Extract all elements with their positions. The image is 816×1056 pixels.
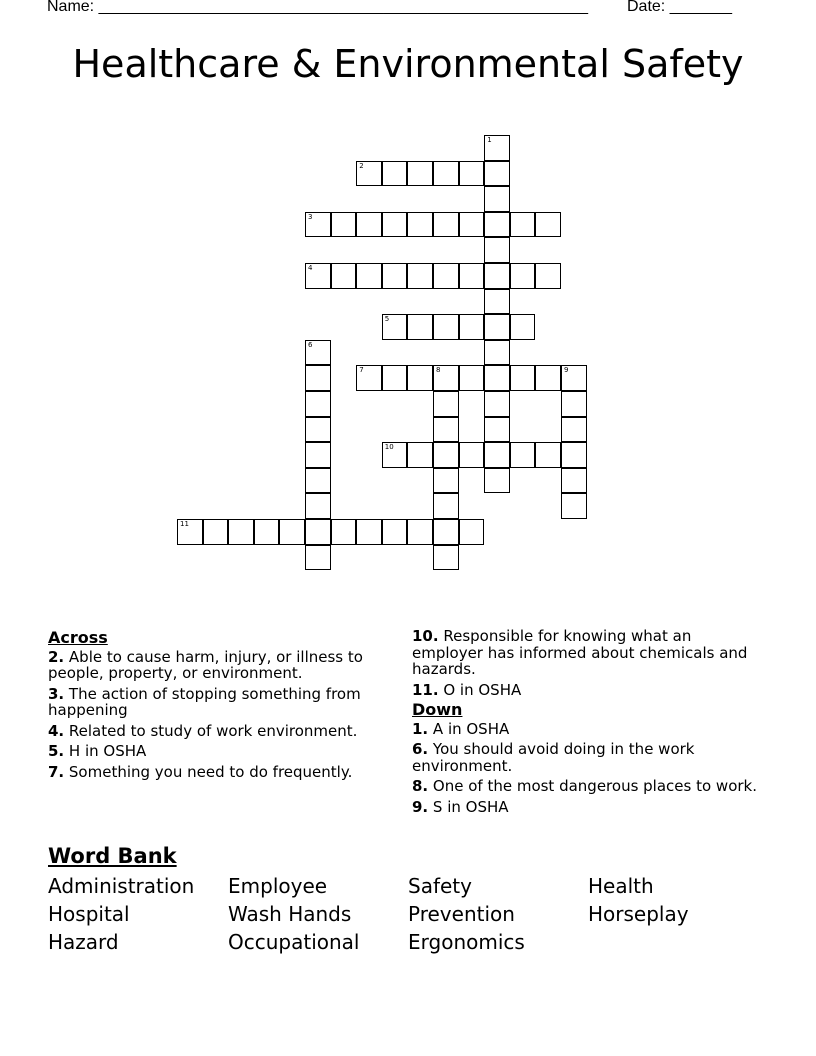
clue-number: 3. bbox=[48, 684, 65, 703]
crossword-cell[interactable] bbox=[433, 365, 459, 391]
crossword-cell[interactable] bbox=[331, 212, 357, 238]
word-bank-item: Horseplay bbox=[588, 902, 689, 926]
word-bank-item: Health bbox=[588, 874, 654, 898]
crossword-cell[interactable] bbox=[484, 161, 510, 187]
down-clue-list bbox=[412, 721, 762, 816]
word-bank-item: Employee bbox=[228, 874, 328, 898]
crossword-cell[interactable] bbox=[305, 212, 331, 238]
clue-item bbox=[412, 778, 762, 795]
crossword-cell[interactable] bbox=[510, 212, 536, 238]
crossword-cell[interactable] bbox=[356, 212, 382, 238]
crossword-cell[interactable] bbox=[382, 519, 408, 545]
crossword-cell[interactable] bbox=[561, 468, 587, 494]
crossword-cell[interactable] bbox=[228, 519, 254, 545]
name-field[interactable]: Name: _______________________________________________________ bbox=[47, 0, 588, 15]
clues-left-column bbox=[48, 628, 388, 784]
clue-number: 5. bbox=[48, 742, 65, 760]
crossword-cell[interactable] bbox=[459, 519, 485, 545]
crossword-cell[interactable] bbox=[510, 442, 536, 468]
crossword-cell[interactable] bbox=[459, 263, 485, 289]
crossword-cell[interactable] bbox=[356, 365, 382, 391]
clues-right-column bbox=[412, 628, 762, 819]
clue-number: 6. bbox=[412, 740, 429, 758]
crossword-cell[interactable] bbox=[382, 212, 408, 238]
crossword-cell[interactable] bbox=[459, 314, 485, 340]
crossword-cell[interactable] bbox=[510, 314, 536, 340]
clue-number: 7 bbox=[359, 366, 364, 375]
crossword-cell[interactable] bbox=[484, 391, 510, 417]
crossword-cell[interactable] bbox=[254, 519, 280, 545]
crossword-cell[interactable] bbox=[484, 468, 510, 494]
clue-text: Able to cause harm, injury, or illness to people, property, or environment. bbox=[48, 647, 363, 682]
crossword-cell[interactable] bbox=[305, 365, 331, 391]
clue-number: 11. bbox=[412, 680, 439, 699]
crossword-cell[interactable] bbox=[484, 417, 510, 443]
clue-number: 1. bbox=[412, 719, 429, 738]
crossword-cell[interactable] bbox=[561, 391, 587, 417]
crossword-cell[interactable] bbox=[484, 365, 510, 391]
clue-number: 4 bbox=[308, 264, 313, 272]
crossword-cell[interactable] bbox=[484, 340, 510, 366]
crossword-cell[interactable] bbox=[459, 212, 485, 238]
crossword-cell[interactable] bbox=[433, 493, 459, 519]
clue-number: 2. bbox=[48, 647, 65, 666]
across-heading: Across bbox=[48, 628, 108, 647]
crossword-cell[interactable] bbox=[484, 289, 510, 315]
clue-item bbox=[412, 628, 762, 678]
crossword-cell[interactable] bbox=[433, 417, 459, 443]
clue-text: H in OSHA bbox=[64, 742, 147, 760]
crossword-cell[interactable] bbox=[279, 519, 305, 545]
crossword-cell[interactable] bbox=[305, 493, 331, 519]
down-heading: Down bbox=[412, 700, 463, 719]
crossword-cell[interactable] bbox=[484, 263, 510, 289]
clue-number: 8 bbox=[436, 366, 441, 375]
clue-item bbox=[48, 764, 388, 781]
crossword-cell[interactable] bbox=[484, 212, 510, 238]
crossword-cell[interactable] bbox=[433, 212, 459, 238]
clue-number: 3 bbox=[308, 212, 313, 221]
clue-text: O in OSHA bbox=[438, 680, 522, 699]
clue-text: S in OSHA bbox=[428, 797, 509, 816]
crossword-cell[interactable] bbox=[382, 314, 408, 340]
crossword-cell[interactable] bbox=[535, 263, 561, 289]
crossword-cell[interactable] bbox=[407, 263, 433, 289]
crossword-cell[interactable] bbox=[382, 263, 408, 289]
clue-number: 5 bbox=[384, 315, 390, 324]
clue-number: 8. bbox=[412, 777, 429, 795]
crossword-cell[interactable] bbox=[484, 135, 510, 161]
crossword-cell[interactable] bbox=[203, 519, 229, 545]
across-clue-list-continued bbox=[412, 628, 762, 698]
crossword-cell[interactable] bbox=[407, 161, 433, 187]
clue-item bbox=[412, 741, 762, 774]
clue-text: One of the most dangerous places to work. bbox=[428, 777, 757, 795]
clue-number: 10 bbox=[384, 443, 394, 452]
crossword-cell[interactable] bbox=[561, 493, 587, 519]
crossword-cell[interactable] bbox=[356, 263, 382, 289]
word-bank bbox=[48, 872, 768, 956]
clue-item bbox=[48, 743, 388, 760]
clue-number: 1 bbox=[487, 136, 492, 144]
date-field[interactable]: Date: _______ bbox=[627, 0, 732, 15]
clue-text: A in OSHA bbox=[428, 719, 510, 738]
crossword-cell[interactable] bbox=[510, 365, 536, 391]
crossword-cell[interactable] bbox=[535, 442, 561, 468]
crossword-cell[interactable] bbox=[356, 519, 382, 545]
word-bank-item: Safety bbox=[408, 874, 472, 898]
word-bank-item: Hazard bbox=[48, 930, 119, 954]
crossword-cell[interactable] bbox=[433, 545, 459, 571]
crossword-cell[interactable] bbox=[561, 417, 587, 443]
crossword-cell[interactable] bbox=[433, 442, 459, 468]
crossword-cell[interactable] bbox=[561, 442, 587, 468]
clue-number: 7. bbox=[48, 762, 65, 781]
crossword-cell[interactable] bbox=[305, 442, 331, 468]
clue-text: Something you need to do frequently. bbox=[64, 762, 353, 781]
crossword-cell[interactable] bbox=[433, 468, 459, 494]
crossword-cell[interactable] bbox=[331, 519, 357, 545]
clue-number: 2 bbox=[359, 161, 364, 170]
crossword-cell[interactable] bbox=[433, 519, 459, 545]
crossword-cell[interactable] bbox=[305, 545, 331, 571]
crossword-cell[interactable] bbox=[433, 391, 459, 417]
crossword-cell[interactable] bbox=[433, 161, 459, 187]
crossword-cell[interactable] bbox=[433, 314, 459, 340]
page-title: Healthcare & Environmental Safety bbox=[72, 42, 744, 86]
clue-item bbox=[48, 723, 388, 740]
crossword-cell[interactable] bbox=[305, 263, 331, 289]
clue-number: 9 bbox=[564, 366, 569, 375]
crossword-cell[interactable] bbox=[356, 161, 382, 187]
clue-item bbox=[412, 721, 762, 738]
word-bank-item: Administration bbox=[48, 874, 195, 898]
word-bank-item: Wash Hands bbox=[228, 902, 352, 926]
word-bank-heading: Word Bank bbox=[48, 844, 177, 868]
crossword-cell[interactable] bbox=[407, 314, 433, 340]
crossword-cell[interactable] bbox=[535, 212, 561, 238]
crossword-cell[interactable] bbox=[305, 340, 331, 366]
crossword-cell[interactable] bbox=[484, 237, 510, 263]
crossword-cell[interactable] bbox=[484, 314, 510, 340]
word-bank-item: Hospital bbox=[48, 902, 130, 926]
clue-number: 6 bbox=[308, 340, 313, 349]
clue-number: 11 bbox=[180, 520, 189, 528]
crossword-cell[interactable] bbox=[459, 442, 485, 468]
clue-item bbox=[48, 686, 388, 719]
crossword-cell[interactable] bbox=[407, 519, 433, 545]
crossword-cell[interactable] bbox=[561, 365, 587, 391]
crossword-cell[interactable] bbox=[459, 365, 485, 391]
crossword-cell[interactable] bbox=[382, 442, 408, 468]
crossword-cell[interactable] bbox=[407, 442, 433, 468]
crossword-cell[interactable] bbox=[484, 442, 510, 468]
word-bank-item: Ergonomics bbox=[408, 930, 525, 954]
clue-text: Related to study of work environment. bbox=[64, 721, 358, 740]
crossword-cell[interactable] bbox=[459, 161, 485, 187]
crossword-cell[interactable] bbox=[535, 365, 561, 391]
clue-item bbox=[48, 649, 388, 682]
clue-text: Responsible for knowing what an employer has informed about chemicals and hazards. bbox=[412, 627, 748, 678]
crossword-cell[interactable] bbox=[331, 263, 357, 289]
crossword-cell[interactable] bbox=[305, 391, 331, 417]
crossword-cell[interactable] bbox=[510, 263, 536, 289]
crossword-cell[interactable] bbox=[407, 212, 433, 238]
crossword-cell[interactable] bbox=[382, 161, 408, 187]
clue-number: 9. bbox=[412, 797, 429, 816]
crossword-cell[interactable] bbox=[305, 417, 331, 443]
clue-item bbox=[412, 682, 762, 699]
clue-number: 4. bbox=[48, 721, 65, 740]
word-bank-item: Occupational bbox=[228, 930, 360, 954]
clue-item bbox=[412, 799, 762, 816]
crossword-cell[interactable] bbox=[407, 365, 433, 391]
crossword-cell[interactable] bbox=[433, 263, 459, 289]
clue-number: 10. bbox=[412, 627, 439, 645]
crossword-cell[interactable] bbox=[177, 519, 203, 545]
crossword-cell[interactable] bbox=[305, 519, 331, 545]
clue-text: The action of stopping something from happening bbox=[48, 684, 361, 719]
clue-text: You should avoid doing in the work environment. bbox=[412, 740, 695, 775]
crossword-cell[interactable] bbox=[382, 365, 408, 391]
across-clue-list bbox=[48, 649, 388, 781]
word-bank-item: Prevention bbox=[408, 902, 515, 926]
crossword-cell[interactable] bbox=[305, 468, 331, 494]
crossword-cell[interactable] bbox=[484, 186, 510, 212]
